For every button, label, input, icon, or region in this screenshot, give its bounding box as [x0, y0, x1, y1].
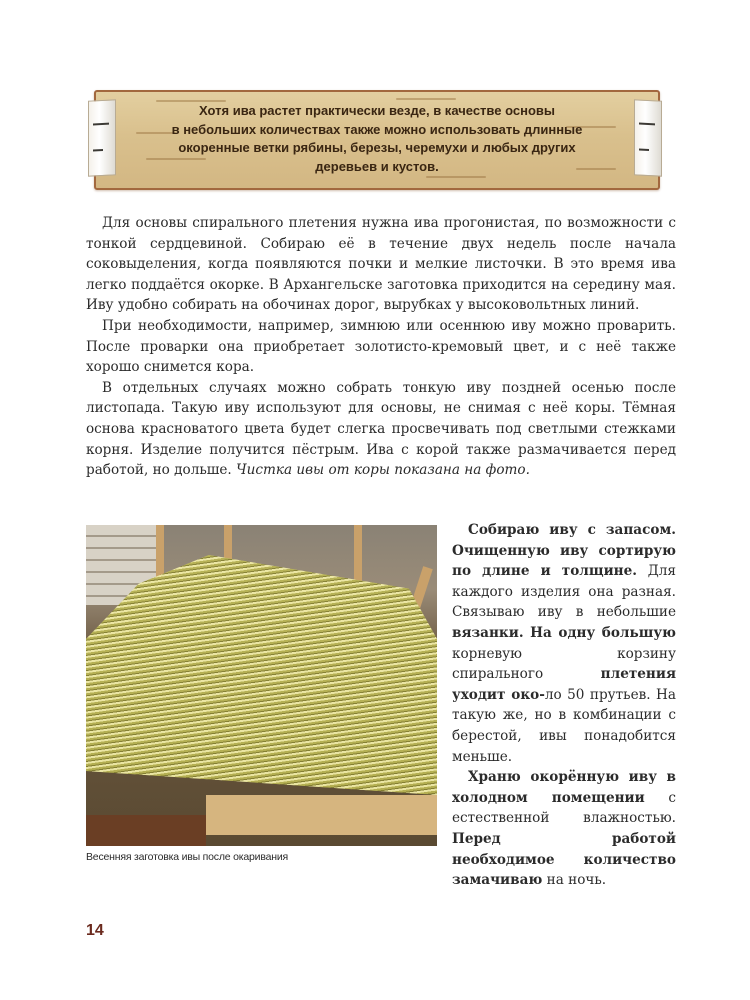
bold-text: Храню окорённую иву в холодном помещении [452, 769, 676, 806]
paragraph [86, 378, 676, 481]
bold-text: Перед работой необходимое количество замачиваю [452, 830, 676, 889]
text: Для каждого изделия она разная. Связываю иву в небольшие [452, 563, 676, 621]
bold-text: Собираю иву с запасом. Очищенную иву сортирую по длине и толщине. [452, 522, 676, 580]
text: корневую корзину спирального [452, 645, 676, 683]
bold-text: плетения уходит око- [452, 666, 676, 703]
photo-reference: Чистка ивы от коры показана на фото. [236, 462, 530, 479]
text: с естественной влажностью. [452, 789, 676, 827]
paragraph: Для основы спирального плетения нужна ива прогонистая, по возможности с тонкой сердцевиной. Собираю её в течение двух недель после начала соковыделения, когда появляются почки и мелкие листочки. В это время ива легко поддаётся окорке. В Архангельске заготовка приходится на середину мая. Иву удобно собирать на обочинах дорог, вырубках у высоковольтных линий. [86, 215, 676, 314]
birch-bark-banner [86, 88, 668, 192]
banner-line: в небольших количествах также можно использовать длинные [171, 121, 583, 137]
paragraph [452, 767, 676, 891]
banner-line: окоренные ветки рябины, березы, черемухи и любых других [178, 140, 576, 155]
paragraph-text: В отдельных случаях можно собрать тонкую иву поздней осенью после листопада. Такую иву используют для основы, не снимая с неё коры. Тёмная основа красноватого цвета будет слегка просвечивать под светлыми стежками корня. Изделие получится пёстрым. Ива с корой также размачивается перед работой, но дольше. [86, 379, 676, 479]
willow-photo [86, 525, 437, 846]
page-number: 14 [86, 922, 104, 939]
wood-grain [426, 176, 486, 178]
paragraph [452, 520, 676, 767]
banner-text [126, 102, 628, 176]
body-text [86, 213, 676, 481]
birch-bark-right-icon [634, 99, 662, 176]
banner-line: Хотя ива растет практически везде, в качестве основы [199, 103, 555, 118]
photo-caption: Весенняя заготовка ивы после окаривания [86, 851, 288, 863]
birch-bark-left-icon [88, 99, 116, 176]
banner-line: деревьев и кустов. [315, 158, 439, 174]
photo-willow-rods [86, 555, 437, 795]
side-column-text [452, 520, 676, 891]
bold-text: вязанки. На одну большую [452, 624, 676, 641]
wood-grain [396, 98, 456, 100]
paragraph: При необходимости, например, зимнюю или осеннюю иву можно проварить. После проварки она приобретает золотисто-кремовый цвет, и с неё также хорошо снимется кора. [86, 317, 676, 376]
photo-floor [86, 815, 206, 846]
text: ло 50 прутьев. На такую же, но в комбинации с берестой, ивы понадобится меньше. [452, 686, 676, 765]
photo-shelf-post [354, 525, 362, 585]
photo-board [206, 795, 437, 835]
text: на ночь. [546, 872, 607, 889]
